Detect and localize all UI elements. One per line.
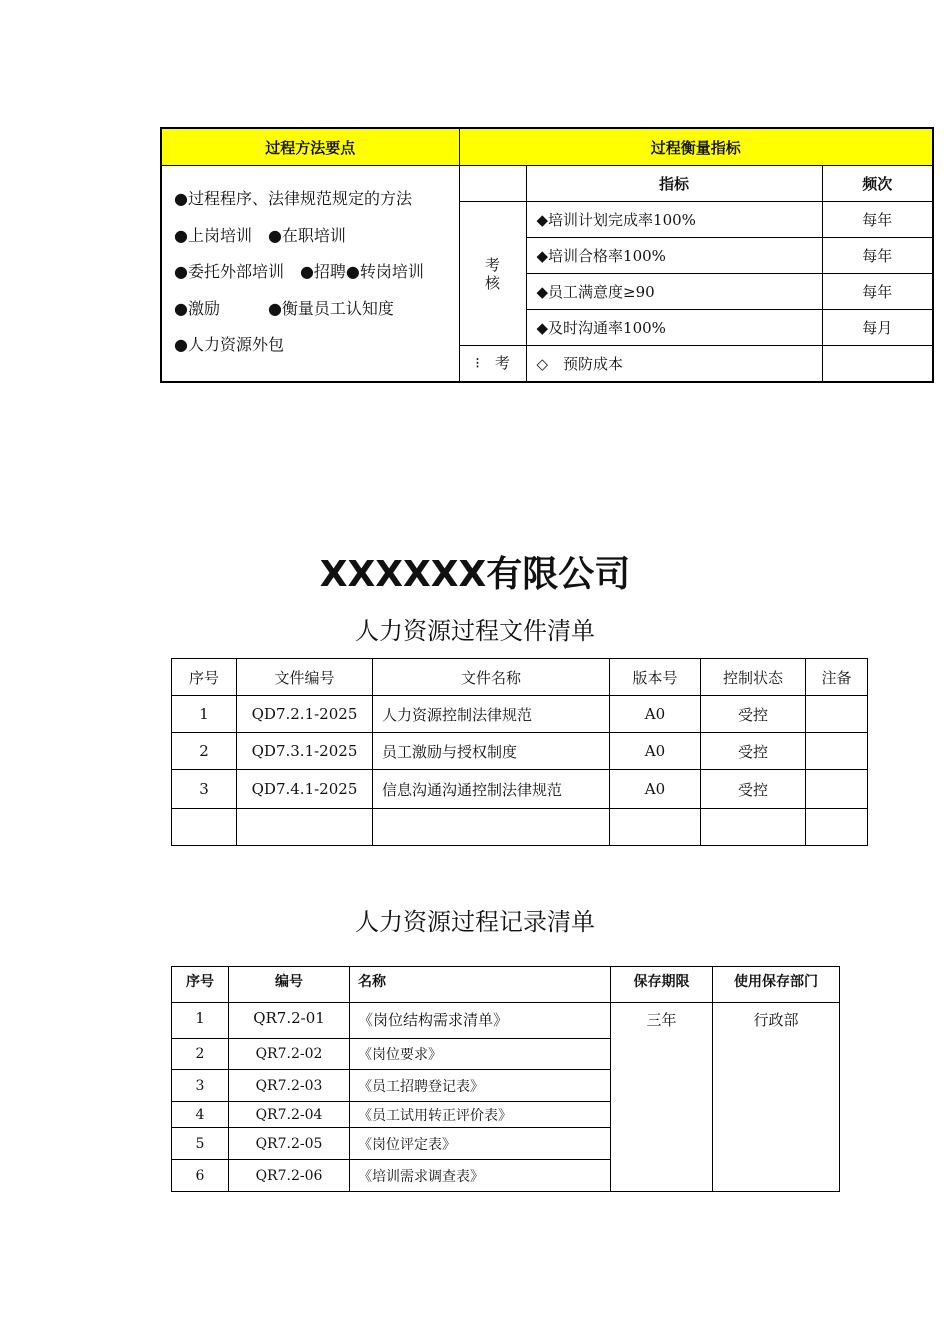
cell-status: 受控 <box>701 770 806 809</box>
company-title: XXXXXX有限公司 <box>319 554 631 595</box>
header-cell: 控制状态 <box>701 659 806 696</box>
indicator-cell: ◆培训合格率100% <box>526 238 822 274</box>
table-row <box>172 809 868 846</box>
table-row <box>172 733 868 770</box>
cell-no: 3 <box>172 770 237 809</box>
cell-version <box>610 809 701 846</box>
header-cell: 编号 <box>229 967 350 1003</box>
cell-status: 受控 <box>701 733 806 770</box>
reference-label: ⁝ 考 <box>459 346 526 382</box>
cell-note <box>806 809 868 846</box>
cell-name: 《岗位结构需求清单》 <box>350 1003 611 1039</box>
cell-code: QR7.2-01 <box>229 1003 350 1039</box>
cell-code: QD7.2.1-2025 <box>237 696 373 733</box>
cell-code <box>237 809 373 846</box>
cell-code: QR7.2-02 <box>229 1039 350 1070</box>
indicator-cell: ◆培训计划完成率100% <box>526 202 822 238</box>
header-cell: 注备 <box>806 659 868 696</box>
header-cell: 序号 <box>172 659 237 696</box>
method-item: ●人力资源外包 <box>174 335 284 354</box>
indicator-cell: ◆及时沟通率100% <box>526 310 822 346</box>
measures-header: 过程衡量指标 <box>459 128 933 166</box>
cell-code: QR7.2-06 <box>229 1160 350 1192</box>
cell-no <box>172 809 237 846</box>
department-cell: 行政部 <box>713 1003 840 1192</box>
cell-no: 4 <box>172 1102 229 1128</box>
assessment-label-text: 考 核 <box>484 255 500 292</box>
record-list-table <box>171 966 840 1192</box>
reference-indicator: ◇ 预防成本 <box>526 346 822 382</box>
header-cell: 使用保存部门 <box>713 967 840 1003</box>
cell-name: 《岗位评定表》 <box>350 1128 611 1160</box>
cell-version: A0 <box>610 696 701 733</box>
frequency-cell: 每年 <box>822 238 933 274</box>
method-item: ●委托外部培训 ●招聘●转岗培训 <box>174 262 424 281</box>
method-item: ●激励 ●衡量员工认知度 <box>174 298 394 318</box>
frequency-cell: 每年 <box>822 202 933 238</box>
cell-version: A0 <box>610 770 701 809</box>
cell-name: 信息沟通沟通控制法律规范 <box>373 770 610 809</box>
table-row <box>172 696 868 733</box>
table-row <box>172 770 868 809</box>
cell-no: 6 <box>172 1160 229 1192</box>
process-table <box>160 127 934 383</box>
method-item: ●过程程序、法律规范规定的方法 <box>174 189 412 208</box>
indicator-header: 指标 <box>526 166 822 202</box>
cell-name <box>373 809 610 846</box>
cell-name: 《员工试用转正评价表》 <box>350 1102 611 1128</box>
cell-code: QR7.2-05 <box>229 1128 350 1160</box>
methods-list <box>161 166 459 382</box>
cell-no: 1 <box>172 696 237 733</box>
table-row <box>172 1003 840 1039</box>
empty-cell <box>459 166 526 202</box>
cell-note <box>806 696 868 733</box>
file-list-title: 人力资源过程文件清单 <box>355 617 595 645</box>
cell-name: 《岗位要求》 <box>350 1039 611 1070</box>
cell-no: 2 <box>172 1039 229 1070</box>
frequency-header: 频次 <box>822 166 933 202</box>
cell-name: 《员工招聘登记表》 <box>350 1070 611 1102</box>
empty-cell <box>822 346 933 382</box>
frequency-cell: 每月 <box>822 310 933 346</box>
table-header-row <box>172 967 840 1003</box>
cell-version: A0 <box>610 733 701 770</box>
header-cell: 文件编号 <box>237 659 373 696</box>
header-cell: 文件名称 <box>373 659 610 696</box>
file-list-table <box>171 658 868 846</box>
cell-name: 《培训需求调查表》 <box>350 1160 611 1192</box>
cell-note <box>806 733 868 770</box>
cell-name: 人力资源控制法律规范 <box>373 696 610 733</box>
header-cell: 保存期限 <box>611 967 713 1003</box>
retention-cell: 三年 <box>611 1003 713 1192</box>
frequency-cell: 每年 <box>822 274 933 310</box>
header-cell: 版本号 <box>610 659 701 696</box>
cell-no: 2 <box>172 733 237 770</box>
cell-status: 受控 <box>701 696 806 733</box>
cell-no: 5 <box>172 1128 229 1160</box>
method-item: ●上岗培训 ●在职培训 <box>174 225 346 245</box>
methods-header: 过程方法要点 <box>161 128 459 166</box>
record-list-title: 人力资源过程记录清单 <box>355 908 595 936</box>
cell-code: QD7.3.1-2025 <box>237 733 373 770</box>
cell-code: QR7.2-03 <box>229 1070 350 1102</box>
assessment-label <box>459 202 526 346</box>
cell-name: 员工激励与授权制度 <box>373 733 610 770</box>
cell-no: 3 <box>172 1070 229 1102</box>
table-header-row <box>172 659 868 696</box>
cell-code: QR7.2-04 <box>229 1102 350 1128</box>
header-cell: 序号 <box>172 967 229 1003</box>
cell-note <box>806 770 868 809</box>
cell-no: 1 <box>172 1003 229 1039</box>
header-cell: 名称 <box>350 967 611 1003</box>
cell-code: QD7.4.1-2025 <box>237 770 373 809</box>
cell-status <box>701 809 806 846</box>
indicator-cell: ◆员工满意度≥90 <box>526 274 822 310</box>
